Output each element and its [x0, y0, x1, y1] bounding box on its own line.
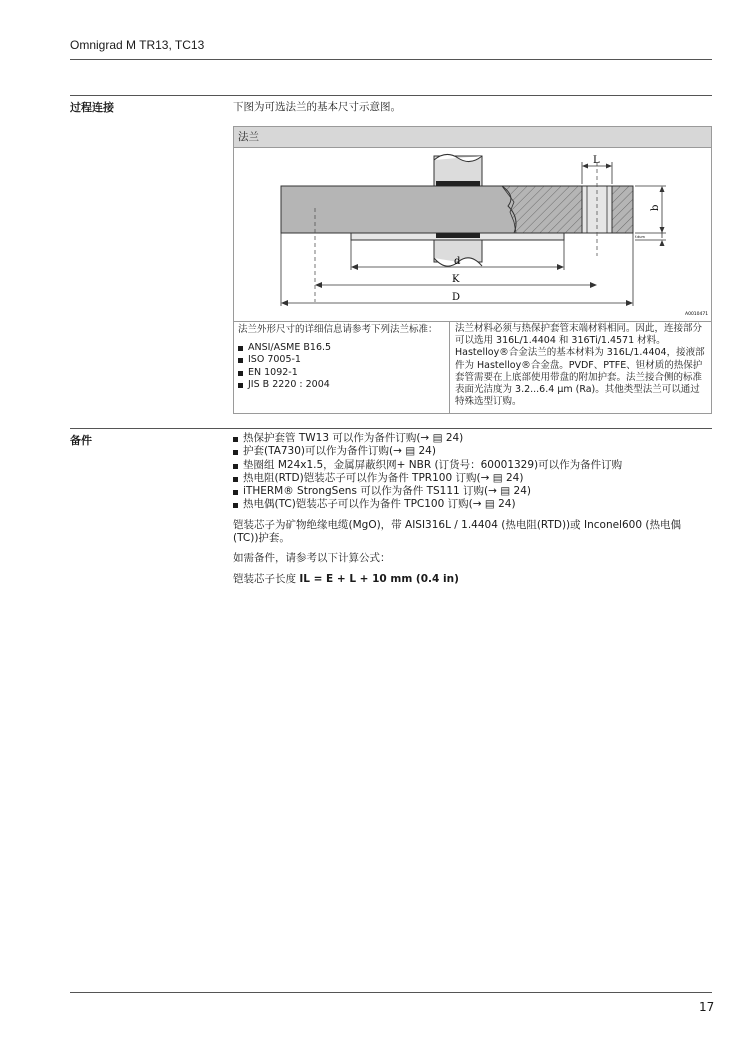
list-item: 热电偶(TC)铠装芯子可以作为备件 TPC100 订购(→ ▤ 24) — [233, 498, 703, 511]
intro-text: 下图为可选法兰的基本尺寸示意图。 — [233, 101, 401, 113]
formula-prefix: 铠装芯子长度 — [233, 572, 300, 585]
section-rule — [70, 95, 712, 96]
label-K: K — [452, 274, 460, 285]
flange-svg — [234, 148, 711, 321]
spares-list — [233, 432, 703, 512]
list-item: 热保护套管 TW13 可以作为备件订购(→ ▤ 24) — [233, 432, 703, 445]
section-title-process-connection: 过程连接 — [70, 101, 114, 114]
document-header: Omnigrad M TR13, TC13 — [70, 38, 205, 52]
figure-id: A0010471 — [685, 312, 709, 317]
label-L: L — [593, 155, 600, 166]
flange-drawing — [234, 148, 711, 322]
list-item: iTHERM® StrongSens 可以作为备件 TS111 订购(→ ▤ 24) — [233, 485, 703, 498]
section-rule — [70, 428, 712, 429]
list-item: ISO 7005-1 — [238, 354, 445, 367]
flange-standards-list — [238, 342, 445, 392]
insert-description: 铠装芯子为矿物绝缘电缆(MgO)，带 AISI316L / 1.4404 (热电阻(RTD))或 Inconel600 (热电偶(TC))护套。 — [233, 518, 681, 545]
figure-header: 法兰 — [234, 127, 711, 148]
label-D: D — [452, 292, 461, 303]
footer-rule — [70, 992, 712, 993]
list-item: 热电阻(RTD)铠装芯子可以作为备件 TPR100 订购(→ ▤ 24) — [233, 472, 703, 485]
list-item: EN 1092-1 — [238, 367, 445, 380]
formula-intro: 如需备件，请参考以下计算公式： — [233, 552, 391, 565]
flange-standards-text: 法兰外形尺寸的详细信息请参考下列法兰标准： — [238, 324, 438, 335]
header-rule — [70, 59, 712, 60]
list-item: 垫圈组 M24x1.5，金属屏蔽织网+ NBR (订货号：60001329)可以作为备件订购 — [233, 459, 703, 472]
flange-material-cell: 法兰材料必须与热保护套管末端材料相同。因此，连接部分可以选用 316L/1.4404 和 316Ti/1.4571 材料。Hastelloy®合金法兰的基本材料为 316L/1.4404，接液部件为 Hastelloy®合金盘。PVDF、PTFE、钽材质的热保护套管需要在上底部使用带盘的附加护套。法兰接合侧的标准表面光洁度为 3.2...6.4 μm (Ra)。其他类型法兰可以通过特殊选型订购。 — [455, 323, 705, 408]
list-item: 护套(TA730)可以作为备件订购(→ ▤ 24) — [233, 445, 703, 458]
label-b: b — [650, 204, 661, 211]
spares-content — [233, 432, 703, 586]
label-small: f.dum — [635, 235, 645, 239]
flange-figure-table — [233, 126, 712, 414]
section-title-spares: 备件 — [70, 434, 92, 447]
label-d: d — [454, 256, 461, 267]
formula: IL = E + L + 10 mm (0.4 in) — [299, 572, 459, 585]
list-item: JIS B 2220 : 2004 — [238, 379, 445, 392]
flange-standards-cell — [234, 322, 450, 413]
flange-section-hatch — [502, 186, 633, 233]
formula-line — [233, 573, 703, 586]
page-number: 17 — [699, 1000, 715, 1014]
list-item: ANSI/ASME B16.5 — [238, 342, 445, 355]
